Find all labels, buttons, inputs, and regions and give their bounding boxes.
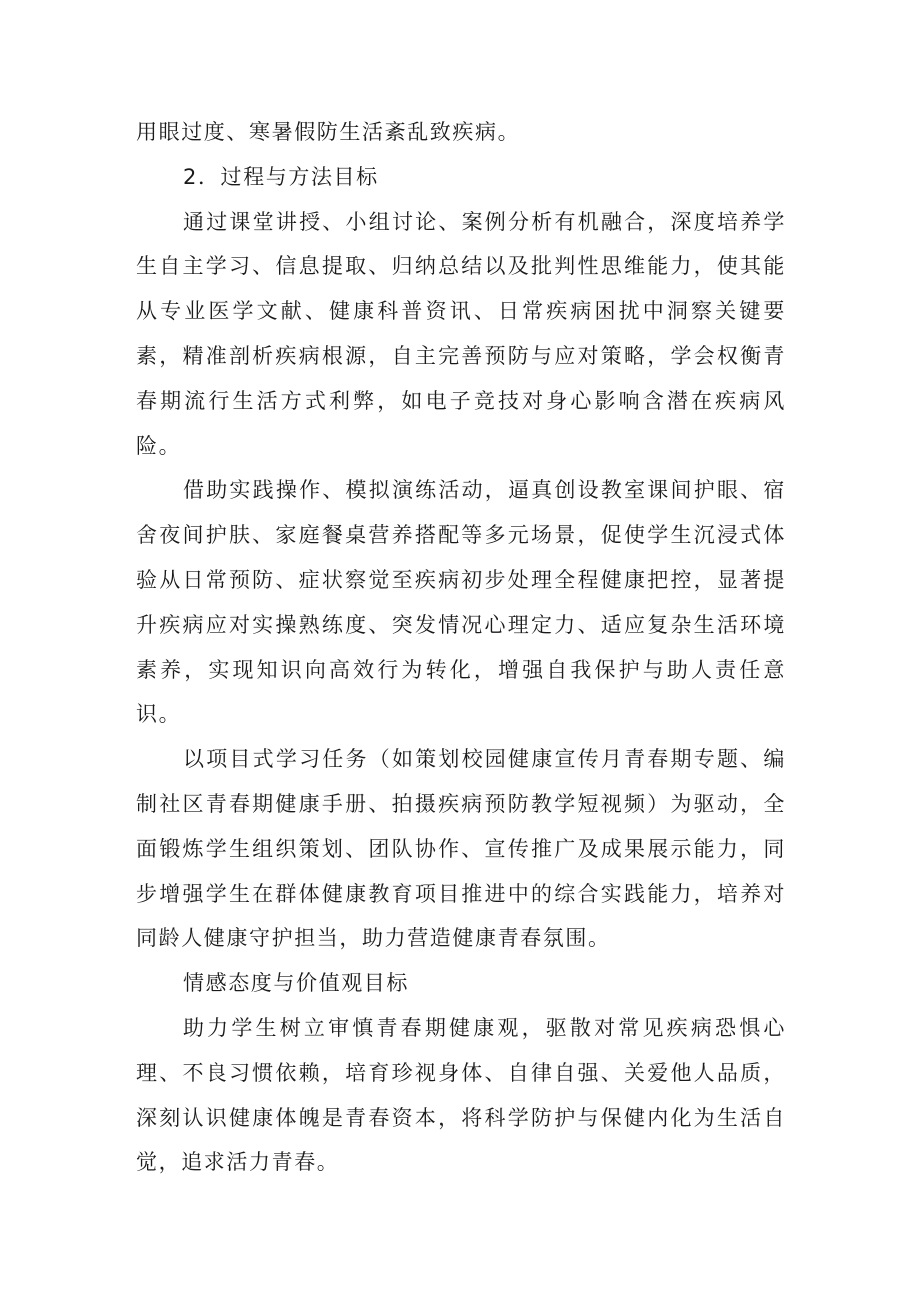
paragraph-practice-simulation: 借助实践操作、模拟演练活动，逼真创设教室课间护眼、宿舍夜间护肤、家庭餐桌营养搭配等多元场景，促使学生沉浸式体验从日常预防、症状察觉至疾病初步处理全程健康把控，显著提升疾病应对实操熟练度、突发情况心理定力、适应复杂生活环境素养，实现知识向高效行为转化，增强自我保护与助人责任意识。 (136, 478, 786, 727)
paragraph-project-learning: 以项目式学习任务（如策划校园健康宣传月青春期专题、编制社区青春期健康手册、拍摄疾病预防教学短视频）为驱动，全面锻炼学生组织策划、团队协作、宣传推广及成果展示能力，同步增强学生在群体健康教育项目推进中的综合实践能力，培养对同龄人健康守护担当，助力营造健康青春氛围。 (136, 747, 786, 951)
continuation-text: 用眼过度、寒暑假防生活紊乱致疾病。 (136, 120, 521, 144)
paragraph-classroom-learning: 通过课堂讲授、小组讨论、案例分析有机融合，深度培养学生自主学习、信息提取、归纳总结以及批判性思维能力，使其能从专业医学文献、健康科普资讯、日常疾病困扰中洞察关键要素，精准剖析疾病根源，自主完善预防与应对策略，学会权衡青春期流行生活方式利弊，如电子竞技对身心影响含潜在疾病风险。 (136, 209, 786, 458)
section-heading-emotion-values: 情感态度与价值观目标 (183, 971, 409, 996)
section-heading-process-method: 2．过程与方法目标 (183, 164, 379, 189)
paragraph-health-values: 助力学生树立审慎青春期健康观，驱散对常见疾病恐惧心理、不良习惯依赖，培育珍视身体、自律自强、关爱他人品质，深刻认识健康体魄是青春资本，将科学防护与保健内化为生活自觉，追求活力青春。 (136, 1015, 786, 1175)
document-body (136, 110, 786, 1185)
